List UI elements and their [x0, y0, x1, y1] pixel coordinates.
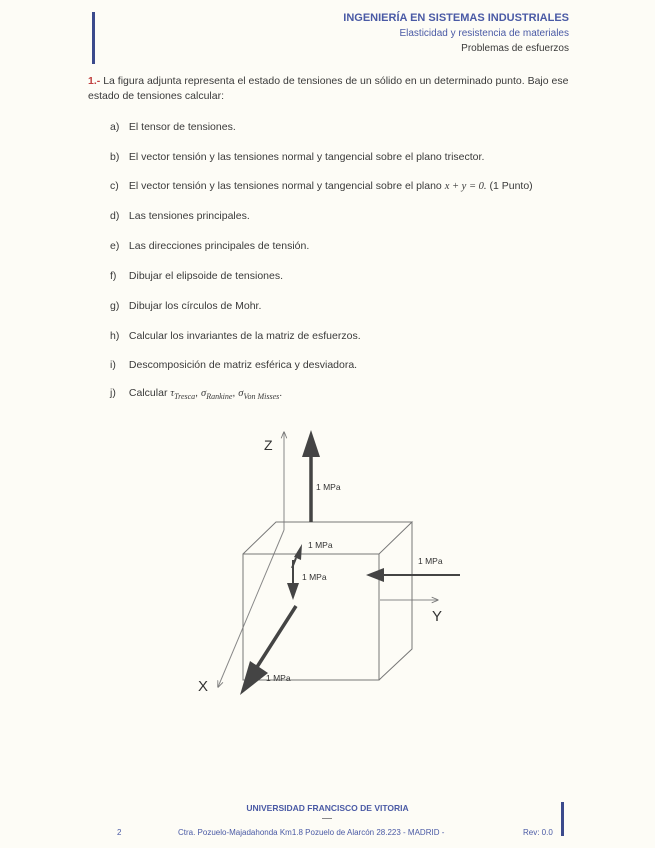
footer-address: Ctra. Pozuelo-Majadahonda Km1.8 Pozuelo de Alarcón 28.223 - MADRID -	[178, 828, 445, 837]
stress-label-down: 1 MPa	[302, 572, 327, 582]
problem-text: La figura adjunta representa el estado de tensiones de un sólido en un determinado punto. Bajo ese estado de tensiones calcular:	[88, 75, 569, 102]
item-text: Dibujar los círculos de Mohr.	[128, 300, 262, 312]
list-item	[110, 359, 357, 371]
list-item	[110, 121, 236, 133]
arrow-small-up-head	[294, 544, 302, 560]
item-text: Calcular	[128, 387, 168, 399]
list-item	[110, 270, 283, 282]
arrow-x-head	[240, 661, 268, 695]
list-item	[110, 240, 309, 252]
item-text: Calcular los invariantes de la matriz de esfuerzos.	[128, 330, 361, 342]
item-points: (1 Punto)	[489, 180, 533, 192]
list-item	[110, 330, 361, 342]
problem-number: 1.-	[88, 75, 101, 87]
list-item: j) Calcular $\tau_{Tresca}$, $\sigma_{Rankine}$, $\sigma_{Von Misses}$.	[110, 387, 283, 402]
stress-cube-figure	[180, 415, 480, 705]
footer-revision: Rev: 0.0	[523, 828, 553, 837]
plane-equation: x + y = 0.	[444, 181, 487, 192]
problem-statement	[88, 74, 576, 104]
stress-label-x: 1 MPa	[266, 673, 291, 683]
axis-label-y: Y	[432, 608, 443, 625]
item-text: Descomposición de matriz esférica y desviadora.	[128, 359, 358, 371]
item-text: Dibujar el elipsoide de tensiones.	[128, 270, 284, 282]
header-title: INGENIERÍA EN SISTEMAS INDUSTRIALES	[343, 12, 569, 24]
arrow-down-head	[287, 583, 299, 600]
list-item	[110, 151, 484, 163]
item-text: El vector tensión y las tensiones normal y tangencial sobre el plano	[128, 180, 442, 192]
item-letter: j)	[110, 387, 116, 399]
axis-label-z: Z	[264, 437, 273, 453]
header-section: Problemas de esfuerzos	[461, 43, 569, 54]
arrow-x-shaft	[257, 606, 296, 667]
footer-divider	[322, 818, 332, 819]
header-accent-bar	[92, 12, 95, 64]
item-letter: h)	[110, 330, 120, 342]
sigma-rankine: $\sigma_{Rankine}$	[201, 388, 233, 402]
coordinate-axes	[218, 432, 438, 687]
item-letter: g)	[110, 300, 120, 312]
item-letter: i)	[110, 359, 116, 371]
item-letter: b)	[110, 151, 120, 163]
item-letter: c)	[110, 180, 119, 192]
tau-tresca: $\tau_{Tresca}$	[170, 388, 196, 402]
stress-label-top: 1 MPa	[316, 482, 341, 492]
sigma-von-misses: $\sigma_{Von Misses}$	[238, 388, 280, 402]
item-text: Las tensiones principales.	[128, 210, 250, 222]
item-letter: a)	[110, 121, 120, 133]
list-item	[110, 210, 250, 222]
arrow-top-head	[302, 430, 320, 457]
item-letter: d)	[110, 210, 120, 222]
footer-page-number: 2	[117, 828, 122, 837]
axis-label-x: X	[198, 678, 209, 695]
item-letter: f)	[110, 270, 117, 282]
list-item	[110, 180, 533, 192]
item-letter: e)	[110, 240, 120, 252]
item-text: Las direcciones principales de tensión.	[128, 240, 310, 252]
header-subject: Elasticidad y resistencia de materiales	[399, 28, 569, 39]
list-item	[110, 300, 261, 312]
item-text: El tensor de tensiones.	[128, 121, 236, 133]
stress-label-right: 1 MPa	[418, 556, 443, 566]
arrow-right-head	[366, 568, 384, 582]
item-text: El vector tensión y las tensiones normal y tangencial sobre el plano trisector.	[128, 151, 485, 163]
stress-label-up-small: 1 MPa	[308, 540, 333, 550]
footer-university: UNIVERSIDAD FRANCISCO DE VITORIA	[246, 803, 409, 813]
footer-accent-bar	[561, 802, 564, 836]
